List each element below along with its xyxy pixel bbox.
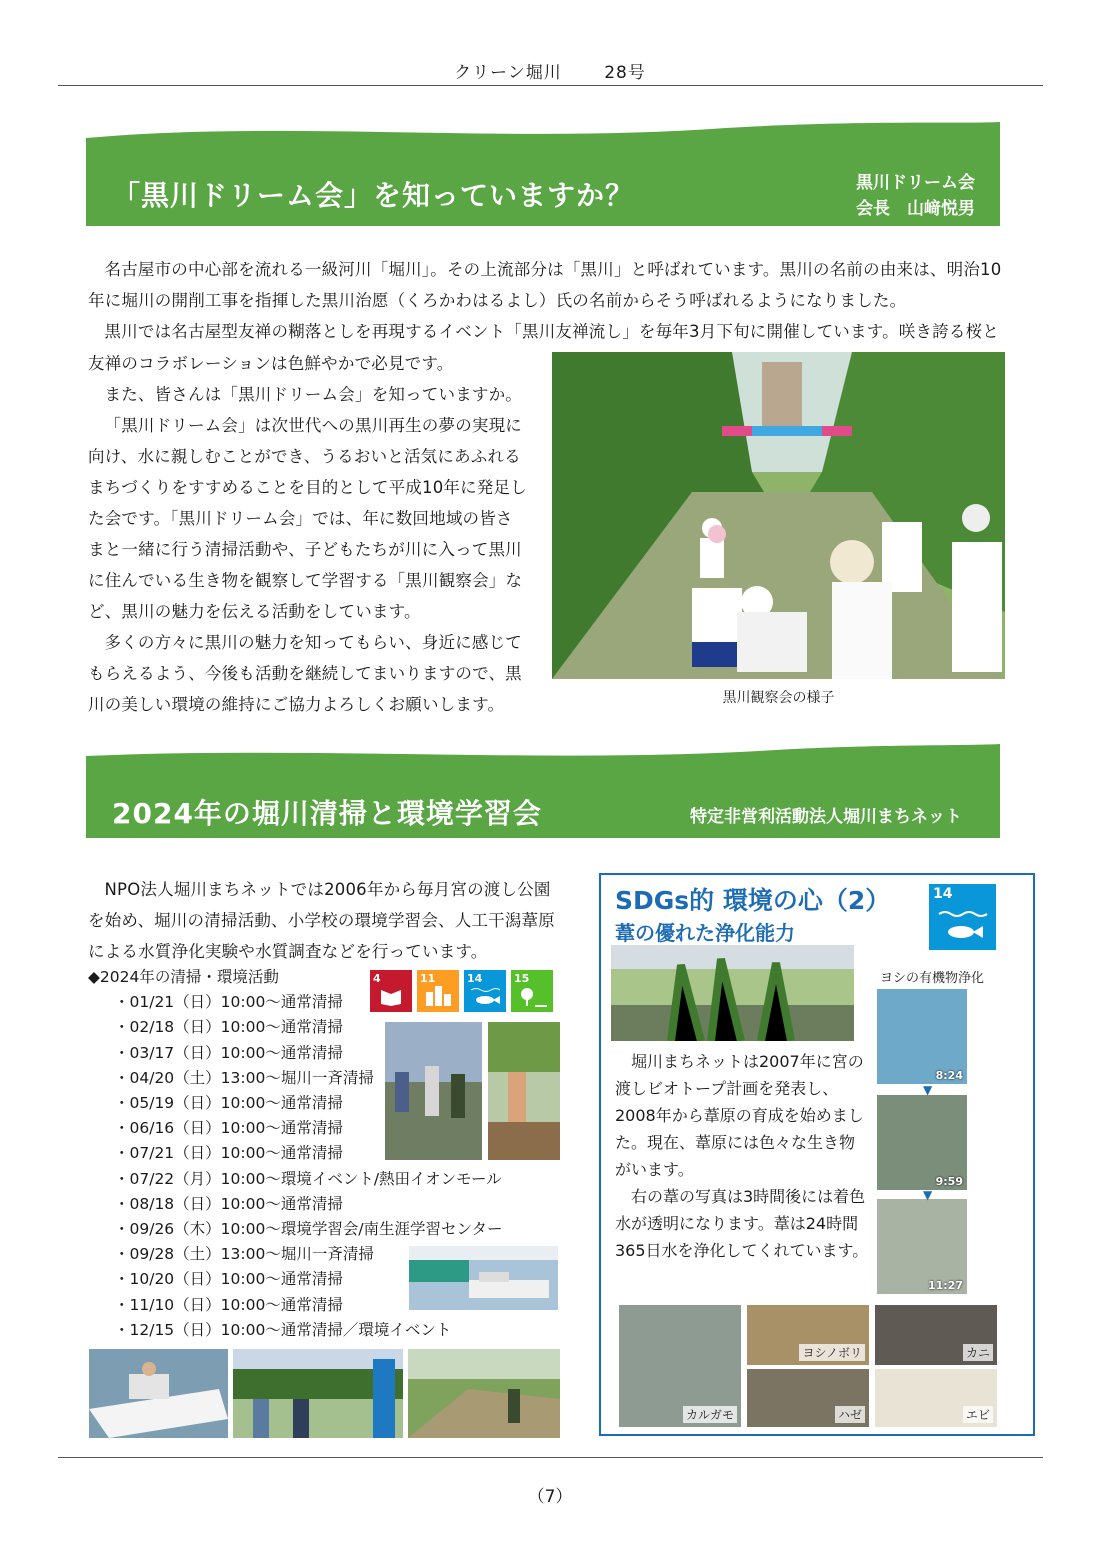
arrow-down-icon: ▼	[923, 1188, 933, 1202]
section1-paragraph: 多くの方々に黒川の魅力を知ってもらい、身近に感じてもらえるよう、今後も活動を継続してまいりますので、黒川の美しい環境の維持にご協力よろしくお願いします。	[88, 633, 522, 714]
section2-title: 2024年の堀川清掃と環境学習会	[112, 797, 542, 830]
page-number: （7）	[527, 1487, 573, 1507]
jar-photo-1: 8:24	[877, 989, 967, 1084]
boat-cleanup-photo	[409, 1246, 558, 1310]
sdgs-paragraph: 堀川まちネットは2007年に宮の渡しビオトープ計画を発表し、2008年から葦原の育成を始めました。現在、葦原には色々な生き物がいます。	[615, 1052, 864, 1179]
section1-paragraph: 名古屋市の中心部を流れる一級河川「堀川」。その上流部分は「黒川」と呼ばれています。黒川の名前の由来は、明治10年に堀川の開削工事を指揮した黒川治愿（くろかわはるよし）氏の名前からそう呼ばれるようになりました。	[88, 260, 1002, 310]
section1-column-text	[88, 348, 528, 720]
ebi-photo: エビ	[875, 1369, 997, 1427]
schedule-item: ・07/22（月）10:00～環境イベント/熱田イオンモール	[114, 1169, 502, 1188]
sdgs-feature-box	[599, 873, 1035, 1436]
section1-paragraph: 黒川では名古屋型友禅の糊落としを再現するイベント「黒川友禅流し」を毎年3月下旬に開催しています。咲き誇る桜と	[104, 322, 999, 341]
sdg-goal-14-large-icon: 14	[929, 884, 996, 950]
section1-author-org: 黒川ドリーム会	[856, 173, 975, 193]
sdgs-box-subtitle: 葦の優れた浄化能力	[615, 921, 795, 945]
section1-title: 「黒川ドリーム会」を知っていますか？	[112, 179, 635, 212]
sdg-goal-15-icon: 15	[511, 970, 553, 1012]
header-rule	[58, 85, 1043, 86]
section1-intro	[88, 254, 1003, 347]
sdgs-box-text	[615, 1048, 870, 1264]
schedule-item: ・09/26（木）10:00～環境学習会/南生涯学習センター	[114, 1220, 503, 1239]
section1-paragraph: 友禅のコラボレーションは色鮮やかで必見です。	[88, 354, 454, 373]
section1-paragraph: また、皆さんは「黒川ドリーム会」を知っていますか。	[104, 385, 522, 404]
cleanup-riverbank-photo	[488, 1022, 560, 1160]
schedule-item: ・01/21（日）10:00～通常清掃	[114, 993, 343, 1012]
section2-author: 特定非営利活動法人堀川まちネット	[690, 807, 962, 827]
section1-author-name: 会長 山﨑悦男	[856, 199, 975, 219]
issue-number: 28号	[604, 63, 646, 83]
section1-paragraph: 「黒川ドリーム会」は次世代への黒川再生の夢の実現に向け、水に親しむことができ、うるおいと活気にあふれるまちづくりをすすめることを目的として平成10年に発足した会です。「黒川ドリーム会」では、年に数回地域の皆さまと一緒に行う清掃活動や、子どもたちが川に入って黒川に住んでいる生き物を観察して学習する「黒川観察会」など、黒川の魅力を伝える活動をしています。	[88, 416, 527, 621]
sdg-goal-14-icon: 14	[464, 970, 506, 1012]
schedule-item: ・08/18（日）10:00～通常清掃	[114, 1194, 343, 1213]
schedule-item: ・12/15（日）10:00～通常清掃／環境イベント	[114, 1320, 452, 1339]
schedule-item: ・11/10（日）10:00～通常清掃	[114, 1295, 343, 1314]
newsletter-name: クリーン堀川	[454, 63, 562, 83]
kurokawa-photo-caption: 黒川観察会の様子	[722, 690, 835, 706]
kani-photo: カニ	[875, 1305, 997, 1365]
riverside-cleanup-photo	[408, 1349, 560, 1438]
kurokawa-observation-photo	[552, 352, 1005, 679]
event-crowd-photo	[233, 1349, 403, 1438]
jar-photo-3: 11:27	[877, 1199, 967, 1294]
schedule-item: ・04/20（土）13:00～堀川一斉清掃	[114, 1068, 374, 1087]
sdgs-paragraph: 右の葦の写真は3時間後には着色水が透明になります。葦は24時間365日水を浄化してくれています。	[615, 1187, 869, 1260]
sdgs-box-title: SDGs的 環境の心（2）	[615, 886, 891, 915]
section1-author	[856, 170, 975, 222]
section2-intro-text: NPO法人堀川まちネットでは2006年から毎月宮の渡し公園を始め、堀川の清掃活動、小学校の環境学習会、人工干潟葦原による水質浄化実験や水質調査などを行っています。	[88, 880, 555, 961]
section1-title-band	[86, 120, 1000, 230]
reed-bed-photo	[611, 945, 854, 1041]
schedule-item: ・03/17（日）10:00～通常清掃	[114, 1043, 343, 1062]
section2-title-band	[86, 742, 1000, 842]
yoshinobori-photo: ヨシノボリ	[747, 1305, 869, 1365]
haze-photo: ハゼ	[747, 1369, 869, 1427]
karugamo-photo: カルガモ	[619, 1305, 741, 1427]
schedule-item: ・10/20（日）10:00～通常清掃	[114, 1270, 343, 1289]
newsletter-header	[0, 58, 1100, 83]
reed-purification-label: ヨシの有機物浄化	[877, 967, 987, 986]
boat-photo	[89, 1349, 228, 1438]
schedule-item: ・09/28（土）13:00～堀川一斉清掃	[114, 1245, 374, 1264]
schedule-item: ・05/19（日）10:00～通常清掃	[114, 1094, 343, 1113]
sdg-goal-11-icon: 11	[417, 970, 459, 1012]
schedule-heading: ◆2024年の清掃・環境活動	[88, 968, 279, 986]
jar-photo-2: 9:59	[877, 1095, 967, 1190]
arrow-down-icon: ▼	[923, 1083, 933, 1097]
cleanup-group-photo	[385, 1022, 482, 1160]
section2-intro	[88, 874, 563, 967]
footer-rule	[58, 1457, 1043, 1458]
schedule-item: ・07/21（日）10:00～通常清掃	[114, 1144, 343, 1163]
schedule-item: ・06/16（日）10:00～通常清掃	[114, 1119, 343, 1138]
sdg-goal-4-icon: 4	[370, 970, 412, 1012]
schedule-item: ・02/18（日）10:00～通常清掃	[114, 1018, 343, 1037]
